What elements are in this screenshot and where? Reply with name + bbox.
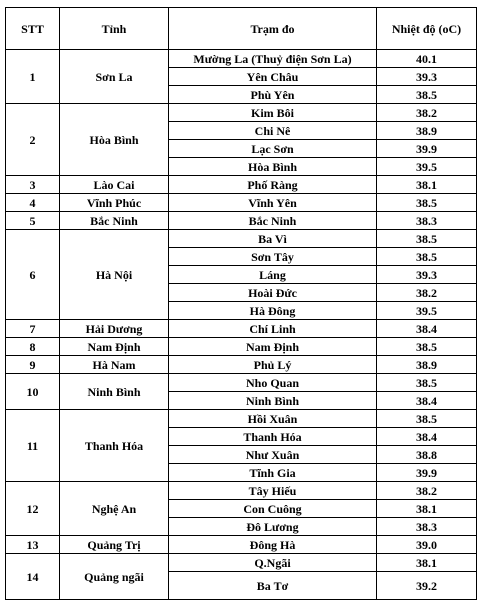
province-cell: Ninh Bình: [60, 374, 169, 410]
stt-cell: 3: [6, 176, 60, 194]
table-row: [6, 104, 477, 122]
table-row: [6, 50, 477, 68]
station-cell: Đông Hà: [169, 536, 377, 554]
stt-cell: 7: [6, 320, 60, 338]
table-row: [6, 482, 477, 500]
province-cell: Sơn La: [60, 50, 169, 104]
stt-cell: 5: [6, 212, 60, 230]
station-cell: Ba Vì: [169, 230, 377, 248]
station-cell: Tĩnh Gia: [169, 464, 377, 482]
temperature-cell: 38.9: [377, 356, 477, 374]
temperature-cell: 38.5: [377, 374, 477, 392]
temperature-cell: 38.2: [377, 284, 477, 302]
temperature-cell: 38.5: [377, 248, 477, 266]
temperature-cell: 39.3: [377, 266, 477, 284]
province-cell: Nam Định: [60, 338, 169, 356]
table-row: [6, 194, 477, 212]
temperature-cell: 40.1: [377, 50, 477, 68]
temperature-cell: 38.4: [377, 428, 477, 446]
province-cell: Quảng Trị: [60, 536, 169, 554]
temperature-cell: 39.9: [377, 140, 477, 158]
stt-cell: 11: [6, 410, 60, 482]
station-cell: Hà Đông: [169, 302, 377, 320]
province-cell: Hải Dương: [60, 320, 169, 338]
temperature-cell: 38.5: [377, 338, 477, 356]
temperature-cell: 38.9: [377, 122, 477, 140]
temperature-cell: 38.1: [377, 554, 477, 572]
header-temperature: Nhiệt độ (oC): [377, 8, 477, 50]
station-cell: Chi Nê: [169, 122, 377, 140]
station-cell: Bắc Ninh: [169, 212, 377, 230]
temperature-cell: 38.5: [377, 86, 477, 104]
temperature-cell: 38.4: [377, 320, 477, 338]
station-cell: Như Xuân: [169, 446, 377, 464]
temperature-cell: 38.4: [377, 392, 477, 410]
table-row: [6, 410, 477, 428]
province-cell: Hà Nội: [60, 230, 169, 320]
station-cell: Lạc Sơn: [169, 140, 377, 158]
stt-cell: 14: [6, 554, 60, 600]
table-row: [6, 338, 477, 356]
station-cell: Phù Yên: [169, 86, 377, 104]
table-row: [6, 230, 477, 248]
temperature-cell: 39.3: [377, 68, 477, 86]
province-cell: Thanh Hóa: [60, 410, 169, 482]
station-cell: Ba Tơ: [169, 572, 377, 600]
station-cell: Kim Bôi: [169, 104, 377, 122]
station-cell: Chí Linh: [169, 320, 377, 338]
stt-cell: 6: [6, 230, 60, 320]
province-cell: Bắc Ninh: [60, 212, 169, 230]
station-cell: Mường La (Thuỷ điện Sơn La): [169, 50, 377, 68]
station-cell: Phố Ràng: [169, 176, 377, 194]
temperature-cell: 39.9: [377, 464, 477, 482]
station-cell: Hoài Đức: [169, 284, 377, 302]
province-cell: Nghệ An: [60, 482, 169, 536]
table-body: [6, 50, 477, 600]
station-cell: Vĩnh Yên: [169, 194, 377, 212]
stt-cell: 4: [6, 194, 60, 212]
table-row: [6, 176, 477, 194]
header-province: Tỉnh: [60, 8, 169, 50]
station-cell: Hồi Xuân: [169, 410, 377, 428]
temperature-table: [5, 7, 477, 600]
temperature-cell: 39.2: [377, 572, 477, 600]
station-cell: Đô Lương: [169, 518, 377, 536]
province-cell: Quảng ngãi: [60, 554, 169, 600]
station-cell: Yên Châu: [169, 68, 377, 86]
temperature-cell: 39.5: [377, 158, 477, 176]
station-cell: Thanh Hóa: [169, 428, 377, 446]
temperature-cell: 38.5: [377, 230, 477, 248]
temperature-cell: 38.5: [377, 194, 477, 212]
header-station: Trạm đo: [169, 8, 377, 50]
station-cell: Nam Định: [169, 338, 377, 356]
station-cell: Ninh Bình: [169, 392, 377, 410]
province-cell: Lào Cai: [60, 176, 169, 194]
temperature-cell: 38.1: [377, 176, 477, 194]
table-row: [6, 554, 477, 572]
table-row: [6, 212, 477, 230]
station-cell: Tây Hiếu: [169, 482, 377, 500]
table-row: [6, 320, 477, 338]
temperature-cell: 38.2: [377, 104, 477, 122]
stt-cell: 8: [6, 338, 60, 356]
temperature-cell: 38.2: [377, 482, 477, 500]
stt-cell: 2: [6, 104, 60, 176]
stt-cell: 1: [6, 50, 60, 104]
province-cell: Vĩnh Phúc: [60, 194, 169, 212]
stt-cell: 12: [6, 482, 60, 536]
temperature-cell: 38.1: [377, 500, 477, 518]
stt-cell: 10: [6, 374, 60, 410]
station-cell: Nho Quan: [169, 374, 377, 392]
temperature-cell: 38.3: [377, 212, 477, 230]
table-row: [6, 374, 477, 392]
header-row: [6, 8, 477, 50]
province-cell: Hà Nam: [60, 356, 169, 374]
station-cell: Phủ Lý: [169, 356, 377, 374]
station-cell: Con Cuông: [169, 500, 377, 518]
station-cell: Sơn Tây: [169, 248, 377, 266]
temperature-cell: 38.8: [377, 446, 477, 464]
table-row: [6, 536, 477, 554]
station-cell: Hòa Bình: [169, 158, 377, 176]
temperature-cell: 38.3: [377, 518, 477, 536]
stt-cell: 9: [6, 356, 60, 374]
province-cell: Hòa Bình: [60, 104, 169, 176]
stt-cell: 13: [6, 536, 60, 554]
station-cell: Láng: [169, 266, 377, 284]
temperature-cell: 39.0: [377, 536, 477, 554]
station-cell: Q.Ngãi: [169, 554, 377, 572]
header-stt: STT: [6, 8, 60, 50]
temperature-cell: 38.5: [377, 410, 477, 428]
temperature-cell: 39.5: [377, 302, 477, 320]
table-row: [6, 356, 477, 374]
